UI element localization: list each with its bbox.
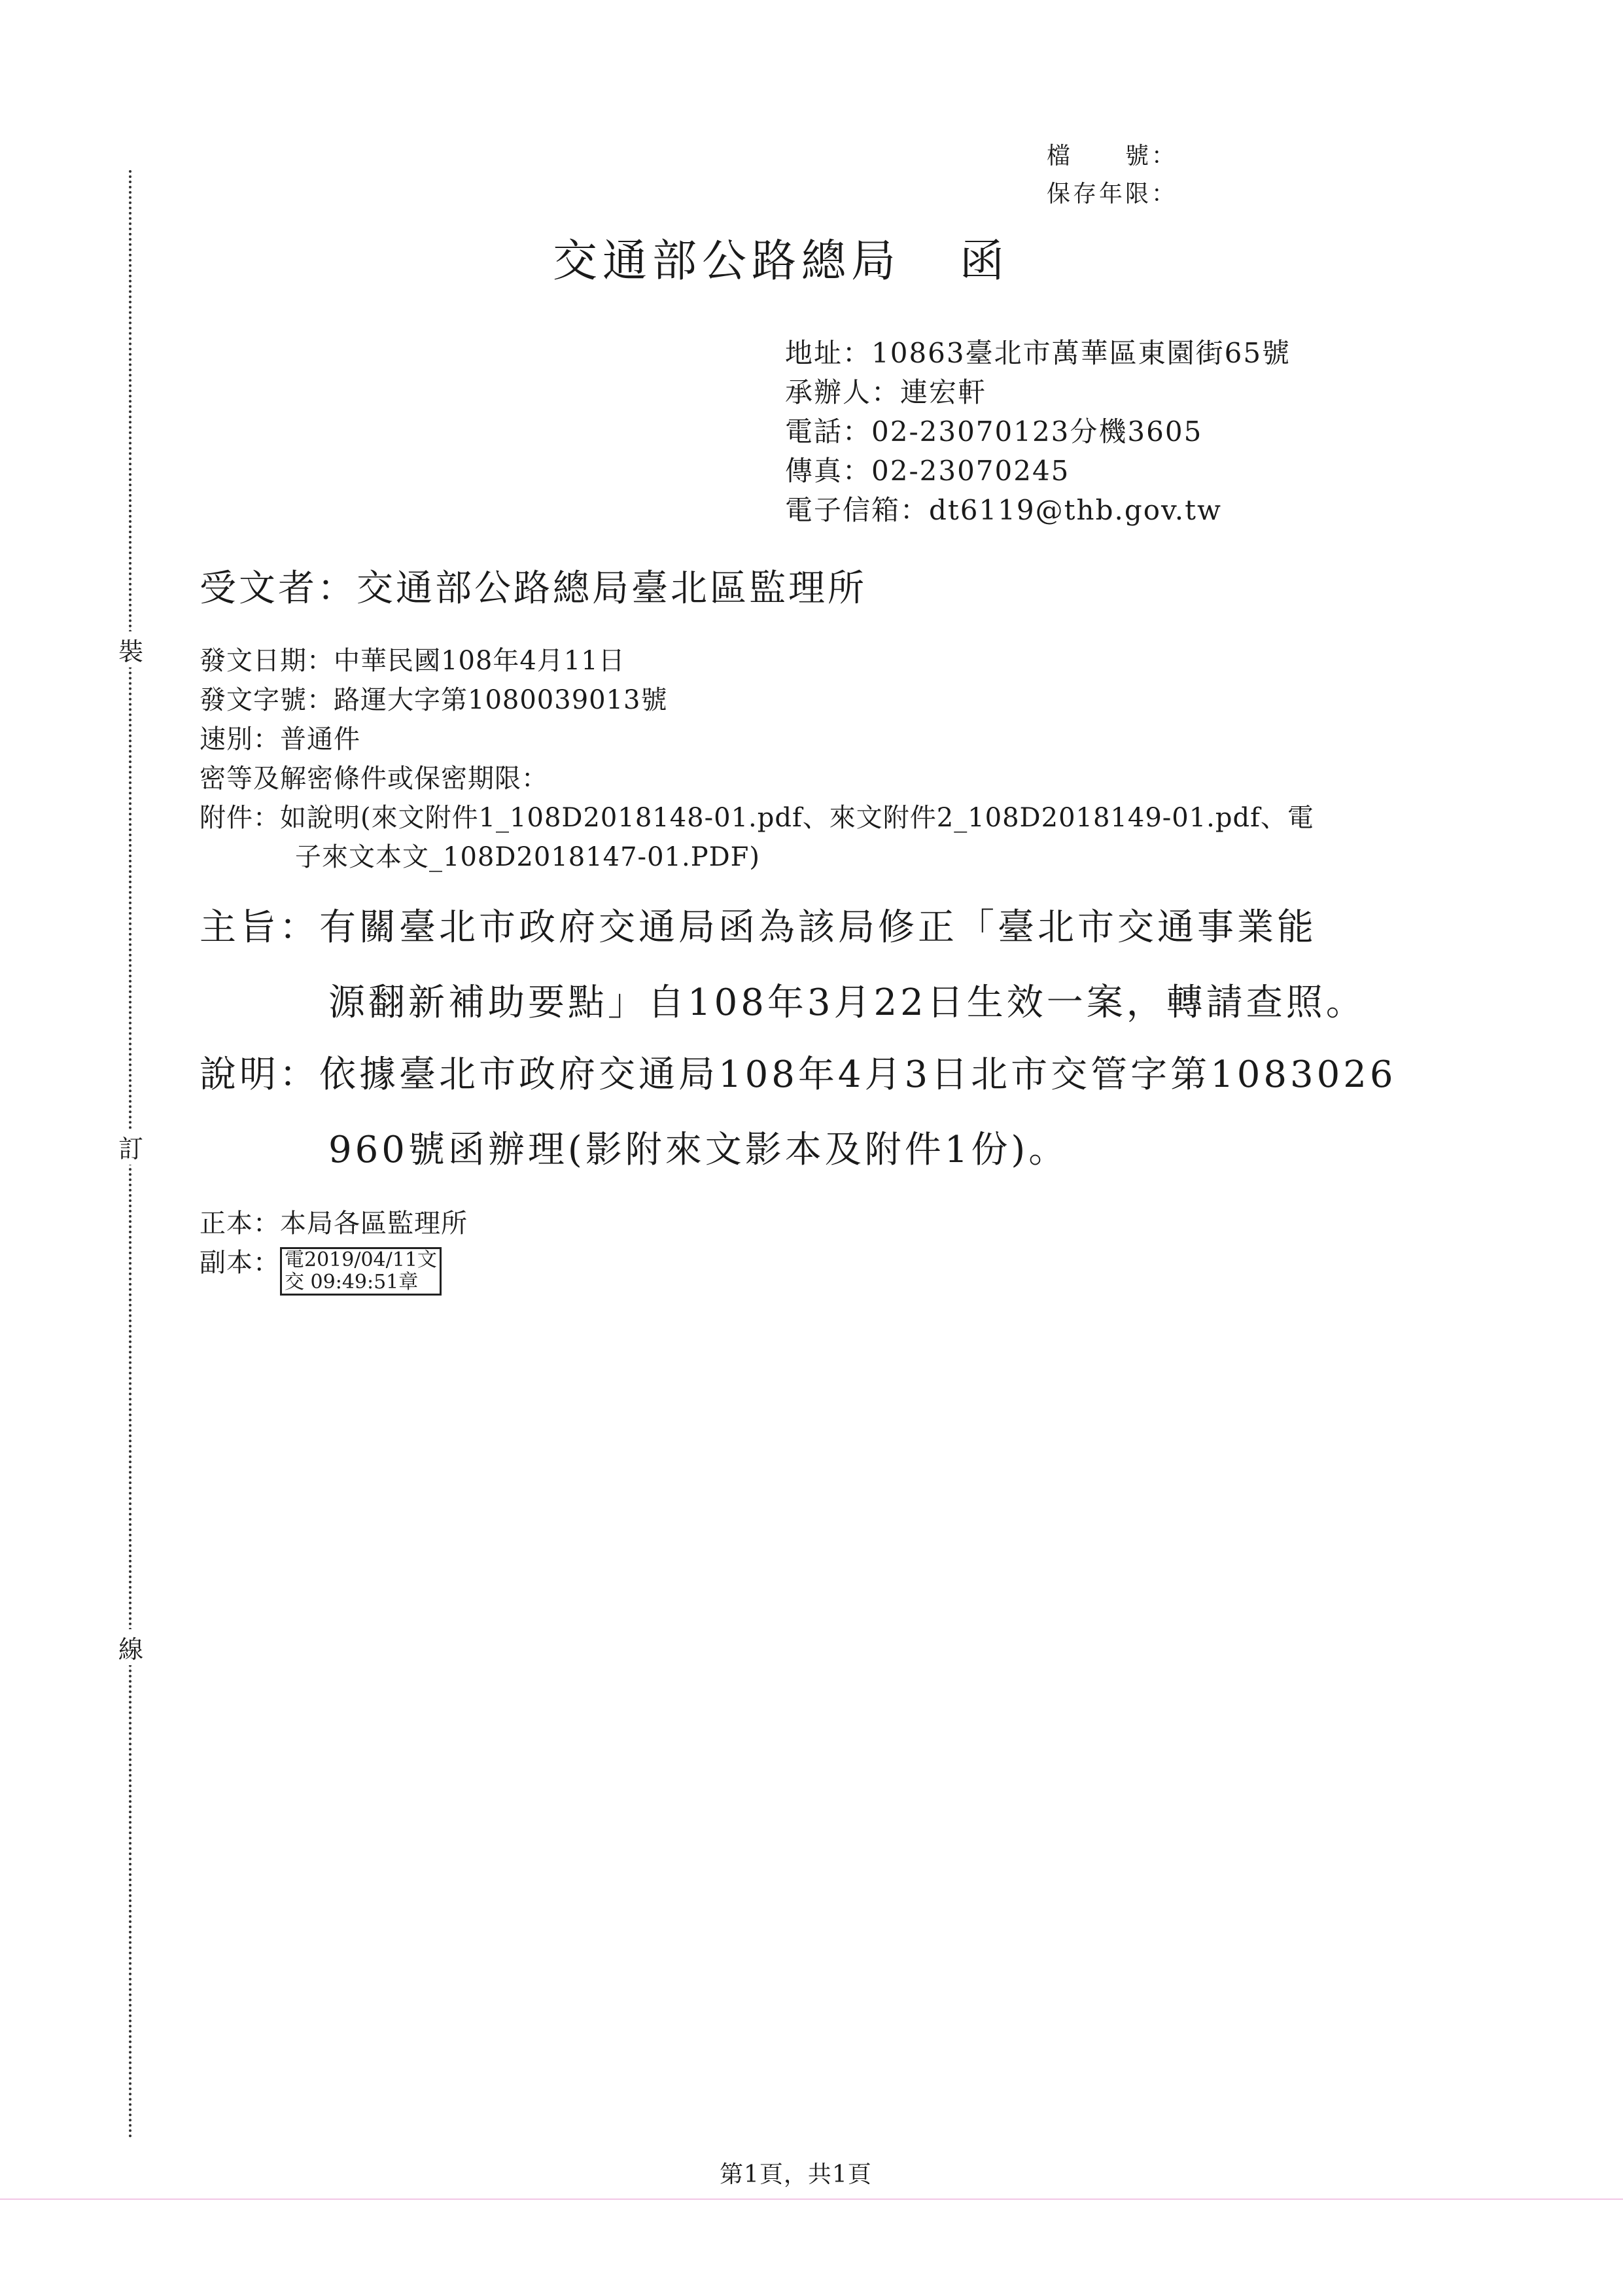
- binding-mark-zhuang: 裝: [118, 631, 144, 667]
- meta-block: [200, 641, 1314, 877]
- email: 電子信箱：dt6119@thb.gov.tw: [785, 494, 1222, 526]
- attachments-line-1: 附件：如說明(來文附件1_108D2018148-01.pdf、來文附件2_108D2018149-01.pdf、電: [200, 803, 1314, 833]
- attachments-line-2: 子來文本文_108D2018147-01.PDF): [295, 842, 761, 872]
- stamp-line-1: 電2019/04/11文: [285, 1248, 437, 1271]
- contact-block: [785, 334, 1291, 530]
- distribution-block: [200, 1204, 468, 1296]
- subject-line-2: 源翻新補助要點」自108年3月22日生效一案，轉請查照。: [328, 981, 1366, 1024]
- copy-label: 副本：: [200, 1248, 280, 1278]
- archive-block: [1047, 137, 1178, 213]
- subject-block: [200, 890, 1366, 1040]
- issuing-org: 交通部公路總局: [553, 236, 901, 287]
- main-recipients: 正本：本局各區監理所: [200, 1209, 468, 1239]
- retention-period-label: 保存年限：: [1047, 181, 1178, 207]
- handler: 承辦人：連宏軒: [785, 376, 987, 408]
- document-kind: 函: [960, 236, 1010, 287]
- description-line-2: 960號函辦理(影附來文影本及附件1份)。: [328, 1129, 1069, 1171]
- binding-mark-xian: 線: [118, 1629, 144, 1665]
- electronic-stamp: [280, 1247, 442, 1296]
- secrecy-level: 密等及解密條件或保密期限：: [200, 764, 548, 794]
- phone: 電話：02-23070123分機3605: [785, 415, 1203, 448]
- description-block: [200, 1037, 1397, 1188]
- speed-class: 速別：普通件: [200, 724, 360, 754]
- binding-mark-ding: 訂: [118, 1129, 144, 1165]
- stamp-line-2: 交 09:49:51章: [285, 1271, 419, 1294]
- page-number: 第1頁，共1頁: [720, 2161, 872, 2188]
- issue-date: 發文日期：中華民國108年4月11日: [200, 646, 625, 676]
- subject-line-1: 主旨：有關臺北市政府交通局函為該局修正「臺北市交通事業能: [200, 906, 1317, 949]
- description-line-1: 說明：依據臺北市政府交通局108年4月3日北市交管字第1083026: [200, 1053, 1397, 1096]
- recipient: 受文者：交通部公路總局臺北區監理所: [200, 567, 867, 610]
- document-title: [553, 226, 1009, 289]
- document-number: 發文字號：路運大字第1080039013號: [200, 685, 668, 715]
- address: 地址：10863臺北市萬華區東園街65號: [785, 337, 1291, 369]
- file-number-label: 檔 號：: [1047, 143, 1178, 169]
- fax: 傳真：02-23070245: [785, 455, 1070, 487]
- copy-recipients-row: [200, 1243, 468, 1296]
- footer-divider: [0, 2199, 1623, 2200]
